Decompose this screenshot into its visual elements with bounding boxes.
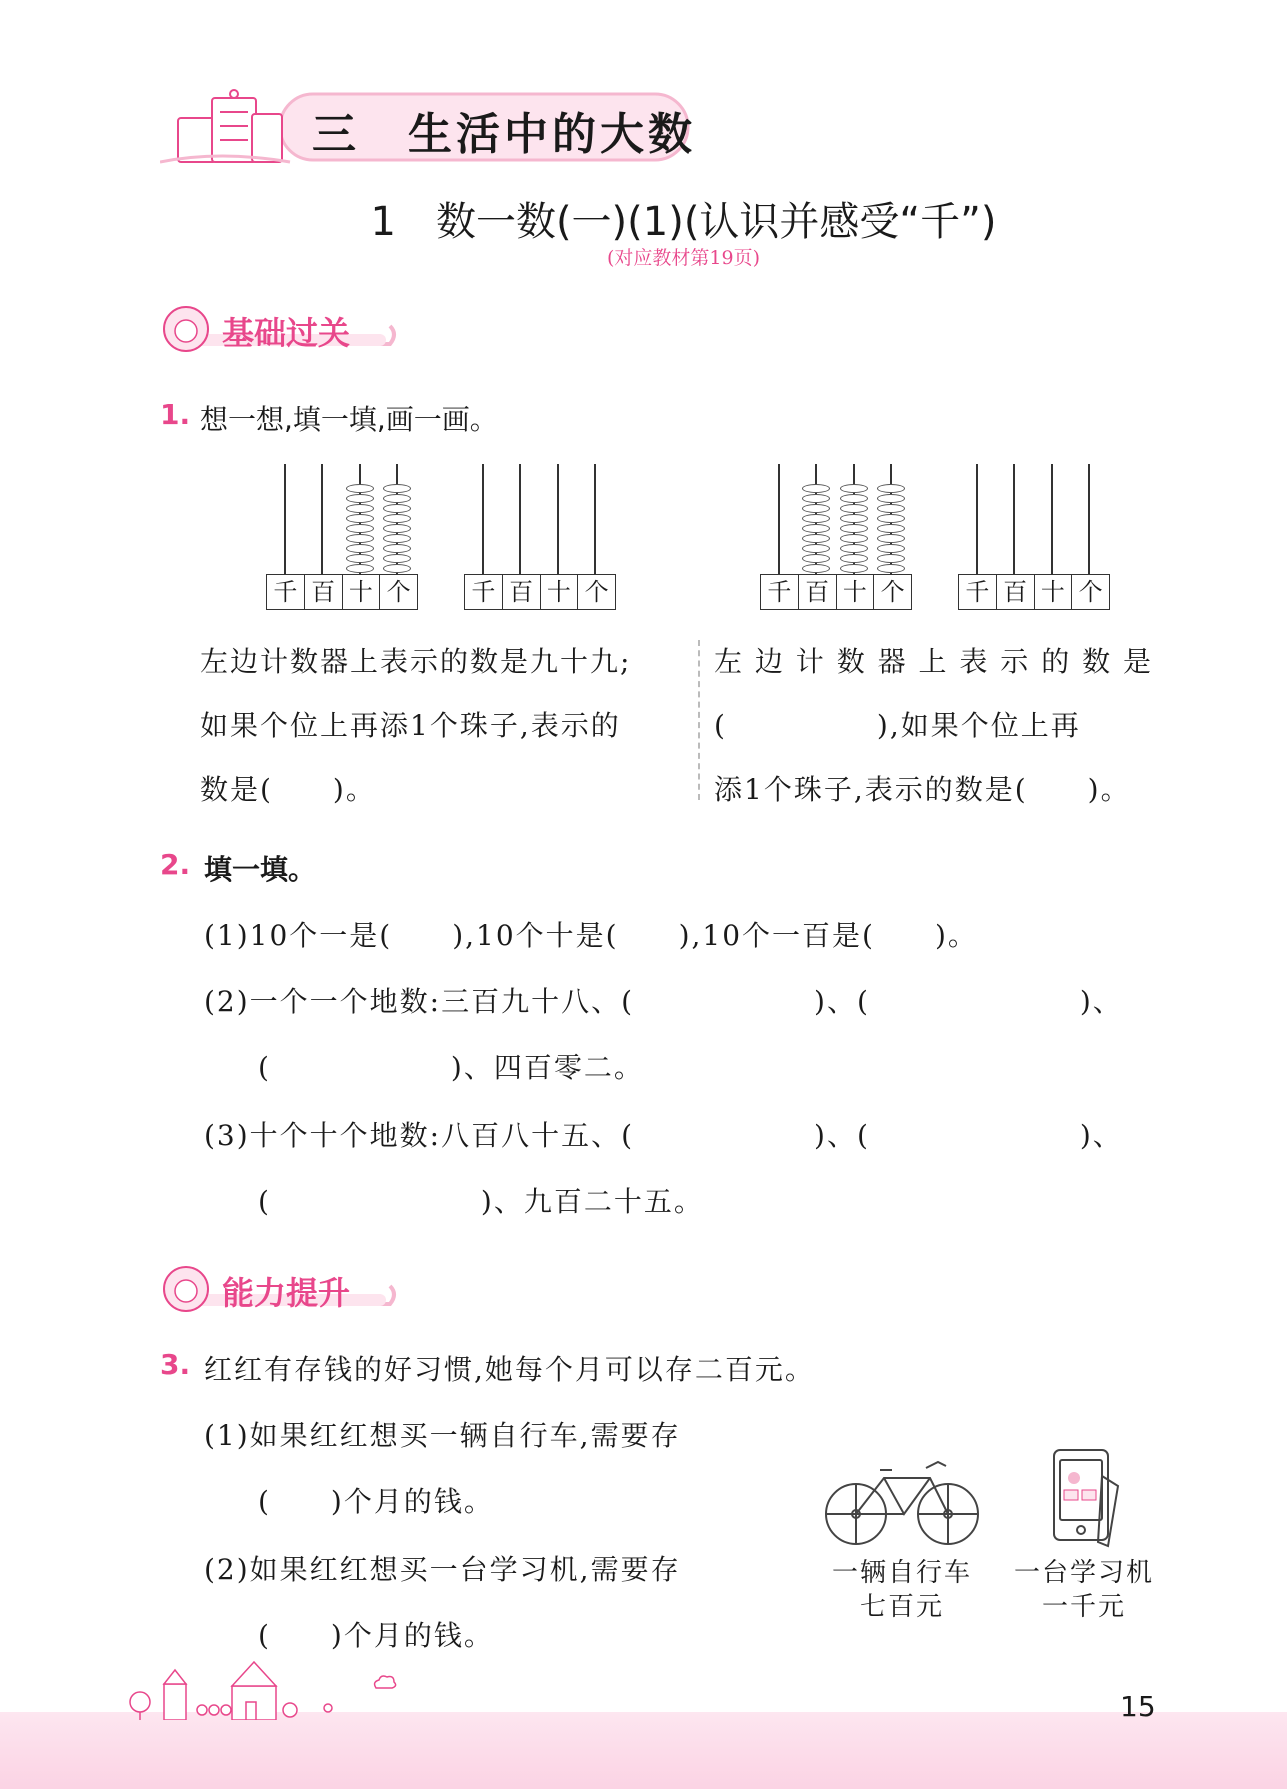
abacus-rod (976, 464, 978, 574)
q2-line-3[interactable]: ( )、四百零二。 (258, 1051, 644, 1084)
abacus-rod (284, 464, 286, 574)
q3-line-2: (2)如果红红想买一台学习机,需要存 (204, 1553, 681, 1586)
abacus-bead (877, 554, 905, 563)
q3-answer-1[interactable]: ( )个月的钱。 (258, 1485, 494, 1518)
abacus-place-label: 千 (465, 575, 503, 609)
bike-caption-price: 七百元 (859, 1592, 944, 1622)
abacus-place-label: 十 (1035, 575, 1073, 609)
abacus-bead (802, 504, 830, 513)
abacus-bead (383, 494, 411, 503)
abacus-bead (840, 554, 868, 563)
abacus-place-label: 十 (837, 575, 875, 609)
learner-caption-price: 一千元 (1041, 1592, 1126, 1622)
q1-prompt: 想一想,填一填,画一画。 (200, 403, 498, 436)
q1-right-line-1: 左 边 计 数 器 上 表 示 的 数 是 (714, 645, 1154, 678)
abacus-place-label: 百 (503, 575, 541, 609)
abacus-base (760, 574, 912, 610)
abacus-place-label: 十 (343, 575, 381, 609)
abacus-bead (802, 554, 830, 563)
abacus-rod (778, 464, 780, 574)
abacus-bead (877, 564, 905, 573)
abacus-bead (383, 554, 411, 563)
abacus-base (266, 574, 418, 610)
q1-right-answer-2[interactable]: 添1个珠子,表示的数是( )。 (714, 773, 1131, 806)
abacus-bead (346, 484, 374, 493)
abacus-rod (519, 464, 521, 574)
abacus-bead (346, 504, 374, 513)
abacus-rod (1013, 464, 1015, 574)
abacus-bead (840, 494, 868, 503)
abacus-place-label: 百 (305, 575, 343, 609)
abacus-place-label: 千 (761, 575, 799, 609)
abacus-bead (877, 514, 905, 523)
q3-answer-2[interactable]: ( )个月的钱。 (258, 1619, 494, 1652)
lesson-title: 1 数一数(一)(1)(认识并感受“千”) (370, 199, 997, 245)
unit-title: 三 生活中的大数 (312, 109, 696, 160)
abacus-bead (840, 544, 868, 553)
q2-line-4[interactable]: (3)十个十个地数:八百八十五、( )、( )、 (204, 1119, 1123, 1152)
section-advanced (160, 1264, 400, 1310)
abacus-base (958, 574, 1110, 610)
abacus-place-label: 个 (584, 578, 609, 606)
abacus-bead (383, 534, 411, 543)
abacus-bead (346, 544, 374, 553)
abacus-bead (840, 524, 868, 533)
abacus-bead (383, 514, 411, 523)
bike-caption-name: 一辆自行车 (831, 1558, 972, 1588)
abacus-bead (877, 544, 905, 553)
abacus-place-label: 十 (541, 575, 579, 609)
abacus-bead (383, 484, 411, 493)
abacus-bead (346, 534, 374, 543)
abacus-bead (877, 534, 905, 543)
abacus-place-label: 个 (386, 578, 411, 606)
q1-right-answer-1[interactable]: ( ),如果个位上再 (714, 709, 1081, 742)
section-basic-label: 基础过关 (222, 314, 351, 352)
q2-prompt: 填一填。 (204, 853, 317, 886)
abacus-bead (802, 544, 830, 553)
abacus-rod (1051, 464, 1053, 574)
abacus-place-label: 个 (1078, 578, 1103, 606)
abacus-bead (802, 534, 830, 543)
abacus-place-label: 个 (880, 578, 905, 606)
q2-number: 2. (160, 848, 191, 881)
abacus-place-label: 百 (799, 575, 837, 609)
abacus-bead (840, 534, 868, 543)
abacus-bead (802, 564, 830, 573)
abacus-bead (877, 524, 905, 533)
q3-prompt: 红红有存钱的好习惯,她每个月可以存二百元。 (204, 1353, 815, 1386)
q1-number: 1. (160, 398, 191, 431)
section-basic (160, 304, 400, 350)
cloud-icon (372, 1672, 398, 1692)
abacus-bead (802, 484, 830, 493)
abacus-rod (321, 464, 323, 574)
abacus-bead (877, 504, 905, 513)
abacus-rod (557, 464, 559, 574)
q1-left-answer[interactable]: 数是( )。 (200, 773, 376, 806)
abacus-rod (594, 464, 596, 574)
abacus-bead (840, 504, 868, 513)
abacus-bead (802, 494, 830, 503)
textbook-reference: (对应教材第19页) (606, 247, 760, 269)
abacus-base (464, 574, 616, 610)
abacus-2 (464, 464, 616, 614)
abacus-place-label: 千 (267, 575, 305, 609)
town-decoration-icon (120, 1650, 410, 1720)
q2-line-2[interactable]: (2)一个一个地数:三百九十八、( )、( )、 (204, 985, 1123, 1018)
abacus-bead (346, 494, 374, 503)
abacus-4 (958, 464, 1110, 614)
abacus-bead (877, 494, 905, 503)
abacus-bead (346, 514, 374, 523)
abacus-bead (877, 484, 905, 493)
q1-divider (698, 640, 700, 800)
abacus-bead (840, 564, 868, 573)
abacus-bead (346, 564, 374, 573)
abacus-place-label: 百 (997, 575, 1035, 609)
q3-number: 3. (160, 1348, 191, 1381)
abacus-3 (760, 464, 912, 614)
abacus-bead (346, 524, 374, 533)
abacus-bead (840, 514, 868, 523)
abacus-place-label: 千 (959, 575, 997, 609)
abacus-bead (802, 514, 830, 523)
abacus-1 (266, 464, 418, 614)
bottom-band (0, 1712, 1287, 1789)
q1-left-line-1: 左边计数器上表示的数是九十九; (200, 645, 632, 678)
abacus-rod (1088, 464, 1090, 574)
abacus-bead (346, 554, 374, 563)
q2-line-1[interactable]: (1)10个一是( ),10个十是( ),10个一百是( )。 (204, 919, 978, 952)
learner-caption-name: 一台学习机 (1013, 1558, 1154, 1588)
learning-machine-icon (1048, 1446, 1120, 1550)
page-number: 15 (1120, 1690, 1156, 1723)
q3-line-1: (1)如果红红想买一辆自行车,需要存 (204, 1419, 681, 1452)
abacus-bead (383, 544, 411, 553)
section-advanced-label: 能力提升 (222, 1274, 351, 1312)
abacus-bead (383, 524, 411, 533)
abacus-rod (482, 464, 484, 574)
q2-line-5[interactable]: ( )、九百二十五。 (258, 1185, 704, 1218)
bicycle-icon (822, 1448, 982, 1548)
abacus-bead (840, 484, 868, 493)
abacus-bead (383, 504, 411, 513)
abacus-bead (802, 524, 830, 533)
q1-left-line-2: 如果个位上再添1个珠子,表示的 (200, 709, 621, 742)
abacus-bead (383, 564, 411, 573)
